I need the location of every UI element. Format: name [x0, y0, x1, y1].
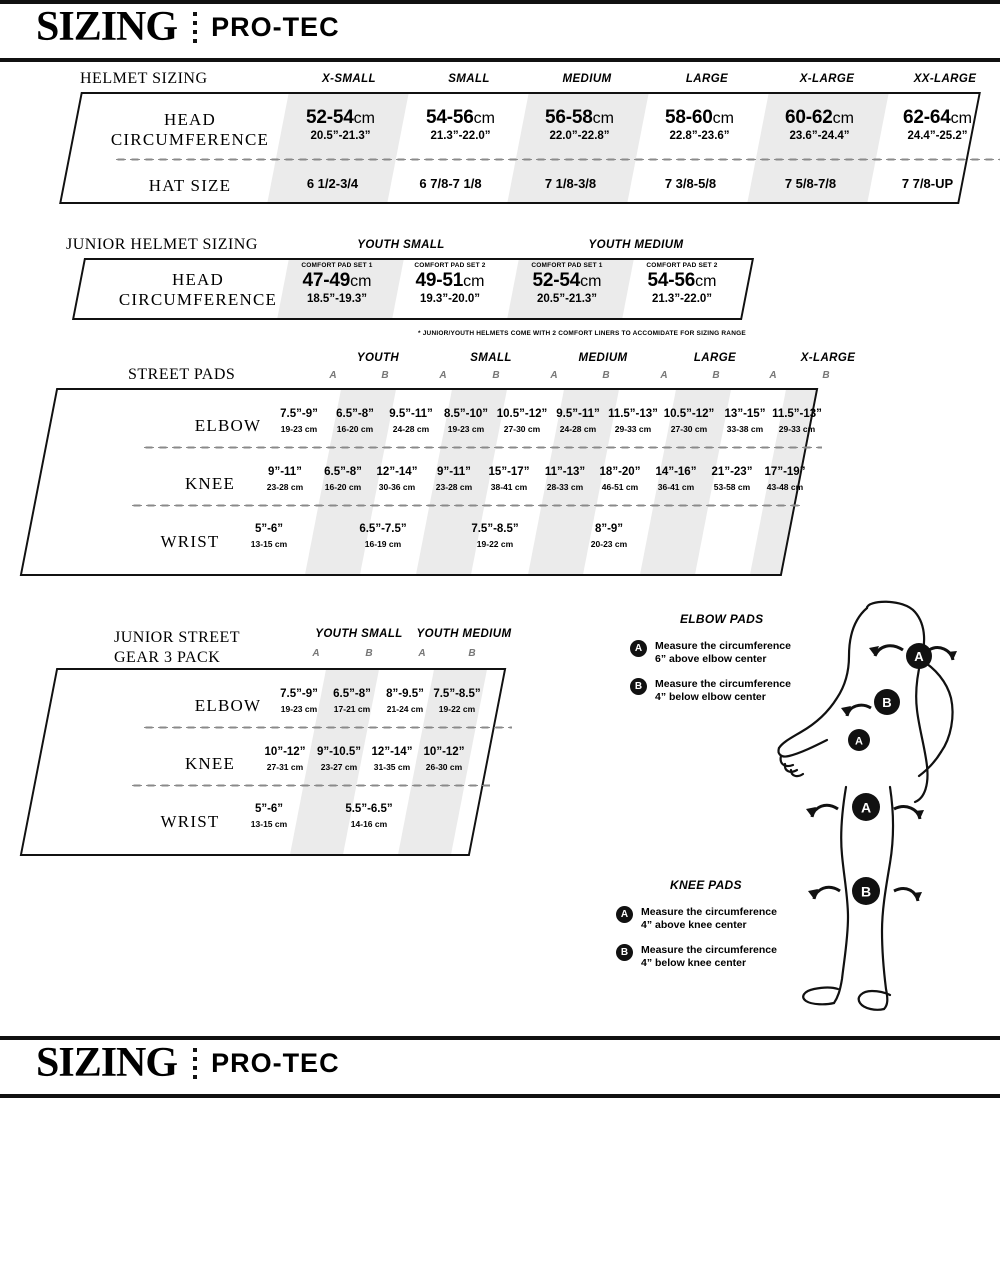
street-pads-ab-5: A — [550, 370, 558, 381]
junior-street-title-row — [114, 628, 534, 666]
street-pads-divider-dots-1 — [142, 446, 822, 449]
footer-brand-bar — [0, 1036, 1000, 1090]
footer-sizing-title: SIZING — [36, 1040, 178, 1086]
jr-elbow-b-ym-in: 7.5”-8.5” — [433, 688, 481, 700]
helmet-hat-xlarge: 7 5/8-7/8 — [784, 176, 837, 191]
knee-b-small-in: 9”-11” — [437, 466, 471, 478]
helmet-col-medium: MEDIUM — [562, 73, 612, 85]
jr-elbow-b-ys-in: 6.5”-8” — [333, 688, 371, 700]
knee-pads-diagram-title: KNEE PADS — [670, 878, 742, 892]
knee-legend-a-line1: Measure the circumference — [641, 906, 777, 918]
helmet-section-title-row — [80, 70, 977, 90]
helmet-hat-medium: 7 1/8-3/8 — [544, 176, 597, 191]
street-pads-divider-dots-2 — [130, 504, 800, 507]
junior-helmet-group-youth-medium: YOUTH MEDIUM — [588, 239, 684, 251]
helmet-col-xsmall: X-SMALL — [322, 73, 376, 85]
knee-b-youth-cm: 16-20 cm — [324, 482, 362, 492]
knee-b-large-in: 14”-16” — [655, 466, 697, 478]
junior-street-ab-1: A — [312, 648, 320, 659]
junior-street-group-youth-small: YOUTH SMALL — [315, 628, 403, 640]
junior-street-row-wrist-label: WRIST — [160, 812, 220, 831]
elbow-a-large-in: 11.5”-13” — [608, 408, 658, 420]
helmet-head-in-medium: 22.0”-22.8” — [549, 130, 610, 142]
elbow-b-youth-cm: 16-20 cm — [336, 424, 374, 434]
helmet-head-cm-xsmall: 52-54cm — [306, 107, 375, 128]
elbow-legend-b-line2: 4” below elbow center — [655, 691, 766, 704]
elbow-a-xlarge-cm: 33-38 cm — [726, 424, 764, 434]
jr-wrist-ys-cm: 13-15 cm — [250, 819, 288, 829]
wrist-small-cm: 16-19 cm — [364, 539, 402, 549]
arm-illustration — [775, 598, 990, 808]
street-pads-group-youth: YOUTH — [356, 352, 400, 364]
junior-street-row-elbow-label: ELBOW — [194, 696, 262, 715]
knee-a-xlarge-cm: 53-58 cm — [713, 482, 751, 492]
street-pads-table — [38, 388, 822, 576]
knee-a-xlarge-in: 21”-23” — [711, 466, 753, 478]
knee-a-youth-cm: 23-28 cm — [266, 482, 304, 492]
elbow-b-small-cm: 19-23 cm — [447, 424, 485, 434]
knee-a-large-in: 18”-20” — [599, 466, 641, 478]
elbow-a-small-cm: 24-28 cm — [392, 424, 430, 434]
elbow-b-medium-cm: 24-28 cm — [559, 424, 597, 434]
helmet-head-in-xlarge: 23.6”-24.4” — [789, 130, 850, 142]
junior-helmet-padset-3: COMFORT PAD SET 1 — [531, 262, 603, 269]
street-pads-group-small: SMALL — [470, 352, 512, 364]
jr-wrist-ym-cm: 14-16 cm — [350, 819, 388, 829]
knee-a-youth-in: 9”-11” — [268, 466, 302, 478]
junior-helmet-footnote: * JUNIOR/YOUTH HELMETS COME WITH 2 COMFORT LINERS TO ACCOMIDATE FOR SIZING RANGE — [418, 330, 746, 337]
knee-a-small-in: 12”-14” — [376, 466, 418, 478]
footer-bottom-rule — [0, 1094, 1000, 1098]
svg-text:B: B — [860, 883, 872, 900]
junior-helmet-row-label: HEAD CIRCUMFERENCE — [118, 270, 278, 309]
street-pads-group-large: LARGE — [693, 352, 737, 364]
knee-b-xlarge-cm: 43-48 cm — [766, 482, 804, 492]
elbow-legend-a-line1: Measure the circumference — [655, 640, 791, 652]
street-pads-ab-1: A — [329, 370, 337, 381]
header-brand-name: PRO-TEC — [211, 11, 340, 42]
street-pads-ab-10: B — [822, 370, 830, 381]
header-bottom-rule — [0, 58, 1000, 62]
knee-a-small-cm: 30-36 cm — [378, 482, 416, 492]
jr-knee-b-ym-in: 10”-12” — [423, 746, 465, 758]
junior-helmet-table — [78, 258, 748, 320]
junior-helmet-section-title: JUNIOR HELMET SIZING — [66, 236, 258, 253]
junior-street-section-title: JUNIOR STREET GEAR 3 PACK — [114, 629, 241, 666]
svg-text:A: A — [855, 735, 863, 748]
knee-legend-a-line2: 4” above knee center — [641, 919, 747, 932]
dot-separator-icon-footer — [193, 1046, 197, 1080]
street-pads-group-xlarge: X-LARGE — [800, 352, 856, 364]
junior-helmet-cm-1: 47-49cm — [302, 270, 372, 291]
helmet-head-cm-medium: 56-58cm — [545, 107, 614, 128]
junior-street-table — [38, 668, 488, 856]
jr-knee-b-ys-in: 9”-10.5” — [316, 746, 362, 758]
jr-knee-a-ys-cm: 27-31 cm — [266, 762, 304, 772]
junior-street-ab-4: B — [468, 648, 476, 659]
helmet-hat-small: 6 7/8-7 1/8 — [419, 176, 482, 191]
street-pads-ab-8: B — [712, 370, 720, 381]
wrist-youth-cm: 13-15 cm — [250, 539, 288, 549]
street-pads-section-title: STREET PADS — [128, 366, 236, 383]
measurement-diagram — [610, 608, 990, 1008]
street-pads-row-elbow-label: ELBOW — [194, 416, 262, 435]
elbow-b-youth-in: 6.5”-8” — [336, 408, 374, 420]
street-pads-ab-6: B — [602, 370, 610, 381]
elbow-a-youth-in: 7.5”-9” — [280, 408, 318, 420]
knee-legend-a — [616, 906, 777, 932]
jr-elbow-b-ys-cm: 17-21 cm — [333, 704, 371, 714]
helmet-col-small: SMALL — [448, 73, 490, 85]
elbow-b-large-cm: 27-30 cm — [670, 424, 708, 434]
jr-knee-a-ym-in: 12”-14” — [371, 746, 413, 758]
wrist-medium-in: 7.5”-8.5” — [471, 523, 519, 535]
helmet-head-in-xsmall: 20.5”-21.3” — [310, 130, 371, 142]
helmet-head-in-small: 21.3”-22.0” — [430, 130, 491, 142]
knee-a-medium-cm: 38-41 cm — [490, 482, 528, 492]
jr-knee-a-ym-cm: 31-35 cm — [373, 762, 411, 772]
helmet-col-large: LARGE — [685, 73, 729, 85]
legend-marker-a-icon: A — [630, 640, 647, 657]
street-pads-row-knee-label: KNEE — [184, 474, 236, 493]
svg-text:A: A — [860, 799, 872, 816]
helmet-hat-xxlarge: 7 7/8-UP — [901, 176, 954, 191]
helmet-row-hat-size-label: HAT SIZE — [148, 176, 232, 195]
jr-wrist-ys-in: 5”-6” — [254, 803, 284, 815]
elbow-a-youth-cm: 19-23 cm — [280, 424, 318, 434]
street-pads-ab-3: A — [439, 370, 447, 381]
elbow-legend-b-line1: Measure the circumference — [655, 678, 791, 690]
legend-marker-a-knee-icon: A — [616, 906, 633, 923]
footer-brand-name: PRO-TEC — [211, 1047, 340, 1078]
jr-knee-a-ys-in: 10”-12” — [264, 746, 306, 758]
junior-street-divider-dots-1 — [142, 726, 512, 729]
knee-b-xlarge-in: 17”-19” — [764, 466, 806, 478]
elbow-a-xlarge-in: 13”-15” — [724, 408, 766, 420]
junior-helmet-in-3: 20.5”-21.3” — [536, 293, 598, 305]
knee-b-small-cm: 23-28 cm — [435, 482, 473, 492]
legend-marker-b-icon: B — [630, 678, 647, 695]
elbow-legend-a — [630, 640, 791, 666]
junior-helmet-cm-3: 52-54cm — [532, 270, 602, 291]
junior-helmet-padset-4: COMFORT PAD SET 2 — [646, 262, 718, 269]
wrist-youth-in: 5”-6” — [254, 523, 284, 535]
helmet-row-head-circumference-label: HEAD CIRCUMFERENCE — [110, 110, 270, 149]
knee-b-large-cm: 36-41 cm — [657, 482, 695, 492]
junior-helmet-cm-2: 49-51cm — [415, 270, 485, 291]
elbow-b-xlarge-in: 11.5”-13” — [772, 408, 822, 420]
knee-b-medium-in: 11”-13” — [544, 466, 586, 478]
junior-street-ab-3: A — [418, 648, 426, 659]
junior-helmet-in-2: 19.3”-20.0” — [419, 293, 481, 305]
jr-elbow-a-ym-cm: 21-24 cm — [386, 704, 424, 714]
junior-helmet-in-4: 21.3”-22.0” — [651, 293, 713, 305]
helmet-col-xlarge: X-LARGE — [799, 73, 855, 85]
junior-helmet-title-row — [66, 236, 766, 256]
elbow-b-medium-in: 9.5”-11” — [556, 408, 600, 420]
helmet-head-cm-large: 58-60cm — [665, 107, 734, 128]
jr-knee-b-ym-cm: 26-30 cm — [425, 762, 463, 772]
junior-street-divider-dots-2 — [130, 784, 490, 787]
knee-a-large-cm: 46-51 cm — [601, 482, 639, 492]
junior-helmet-in-1: 18.5”-19.3” — [306, 293, 368, 305]
dot-separator-icon — [193, 10, 197, 44]
junior-street-group-youth-medium: YOUTH MEDIUM — [416, 628, 512, 640]
wrist-large-in: 8”-9” — [594, 523, 624, 535]
junior-street-row-knee-label: KNEE — [184, 754, 236, 773]
header-brand-bar — [0, 0, 1000, 54]
jr-knee-b-ys-cm: 23-27 cm — [320, 762, 358, 772]
helmet-hat-xsmall: 6 1/2-3/4 — [306, 176, 359, 191]
elbow-b-small-in: 8.5”-10” — [443, 408, 489, 420]
elbow-pads-diagram-title: ELBOW PADS — [680, 612, 764, 626]
helmet-head-in-large: 22.8”-23.6” — [669, 130, 730, 142]
jr-wrist-ym-in: 5.5”-6.5” — [345, 803, 393, 815]
helmet-col-xxlarge: XX-LARGE — [913, 73, 977, 85]
street-pads-ab-4: B — [492, 370, 500, 381]
knee-legend-b-line2: 4” below knee center — [641, 957, 747, 970]
leg-illustration — [790, 783, 970, 1013]
wrist-medium-cm: 19-22 cm — [476, 539, 514, 549]
helmet-section-title: HELMET SIZING — [80, 70, 208, 87]
junior-helmet-group-youth-small: YOUTH SMALL — [357, 239, 445, 251]
wrist-large-cm: 20-23 cm — [590, 539, 628, 549]
knee-a-medium-in: 15”-17” — [488, 466, 530, 478]
junior-helmet-padset-2: COMFORT PAD SET 2 — [414, 262, 486, 269]
elbow-legend-b — [630, 678, 791, 704]
header-sizing-title: SIZING — [36, 4, 178, 50]
elbow-a-small-in: 9.5”-11” — [389, 408, 433, 420]
street-pads-ab-7: A — [660, 370, 668, 381]
street-pads-ab-2: B — [381, 370, 389, 381]
junior-street-ab-2: B — [365, 648, 373, 659]
elbow-legend-a-line2: 6” above elbow center — [655, 653, 767, 666]
helmet-head-cm-small: 54-56cm — [426, 107, 495, 128]
helmet-head-cm-xlarge: 60-62cm — [785, 107, 854, 128]
elbow-a-medium-in: 10.5”-12” — [496, 408, 548, 420]
knee-b-youth-in: 6.5”-8” — [324, 466, 362, 478]
helmet-row-divider-dots — [114, 158, 1000, 161]
jr-elbow-a-ys-cm: 19-23 cm — [280, 704, 318, 714]
junior-helmet-padset-1: COMFORT PAD SET 1 — [301, 262, 373, 269]
knee-legend-b — [616, 944, 777, 970]
street-pads-title-row — [128, 352, 928, 382]
svg-text:B: B — [882, 695, 892, 710]
helmet-sizing-table — [70, 92, 970, 204]
street-pads-row-wrist-label: WRIST — [160, 532, 220, 551]
svg-text:A: A — [914, 649, 924, 664]
jr-elbow-a-ys-in: 7.5”-9” — [280, 688, 318, 700]
knee-legend-b-line1: Measure the circumference — [641, 944, 777, 956]
jr-elbow-a-ym-in: 8”-9.5” — [386, 688, 424, 700]
elbow-b-xlarge-cm: 29-33 cm — [778, 424, 816, 434]
junior-helmet-cm-4: 54-56cm — [647, 270, 717, 291]
helmet-head-cm-xxlarge: 62-64cm — [903, 107, 972, 128]
street-pads-ab-9: A — [769, 370, 777, 381]
elbow-a-medium-cm: 27-30 cm — [503, 424, 541, 434]
elbow-a-large-cm: 29-33 cm — [614, 424, 652, 434]
elbow-b-large-in: 10.5”-12” — [663, 408, 715, 420]
helmet-hat-large: 7 3/8-5/8 — [664, 176, 717, 191]
legend-marker-b-knee-icon: B — [616, 944, 633, 961]
jr-elbow-b-ym-cm: 19-22 cm — [438, 704, 476, 714]
knee-b-medium-cm: 28-33 cm — [546, 482, 584, 492]
wrist-small-in: 6.5”-7.5” — [359, 523, 407, 535]
helmet-head-in-xxlarge: 24.4”-25.2” — [907, 130, 968, 142]
street-pads-group-medium: MEDIUM — [578, 352, 628, 364]
